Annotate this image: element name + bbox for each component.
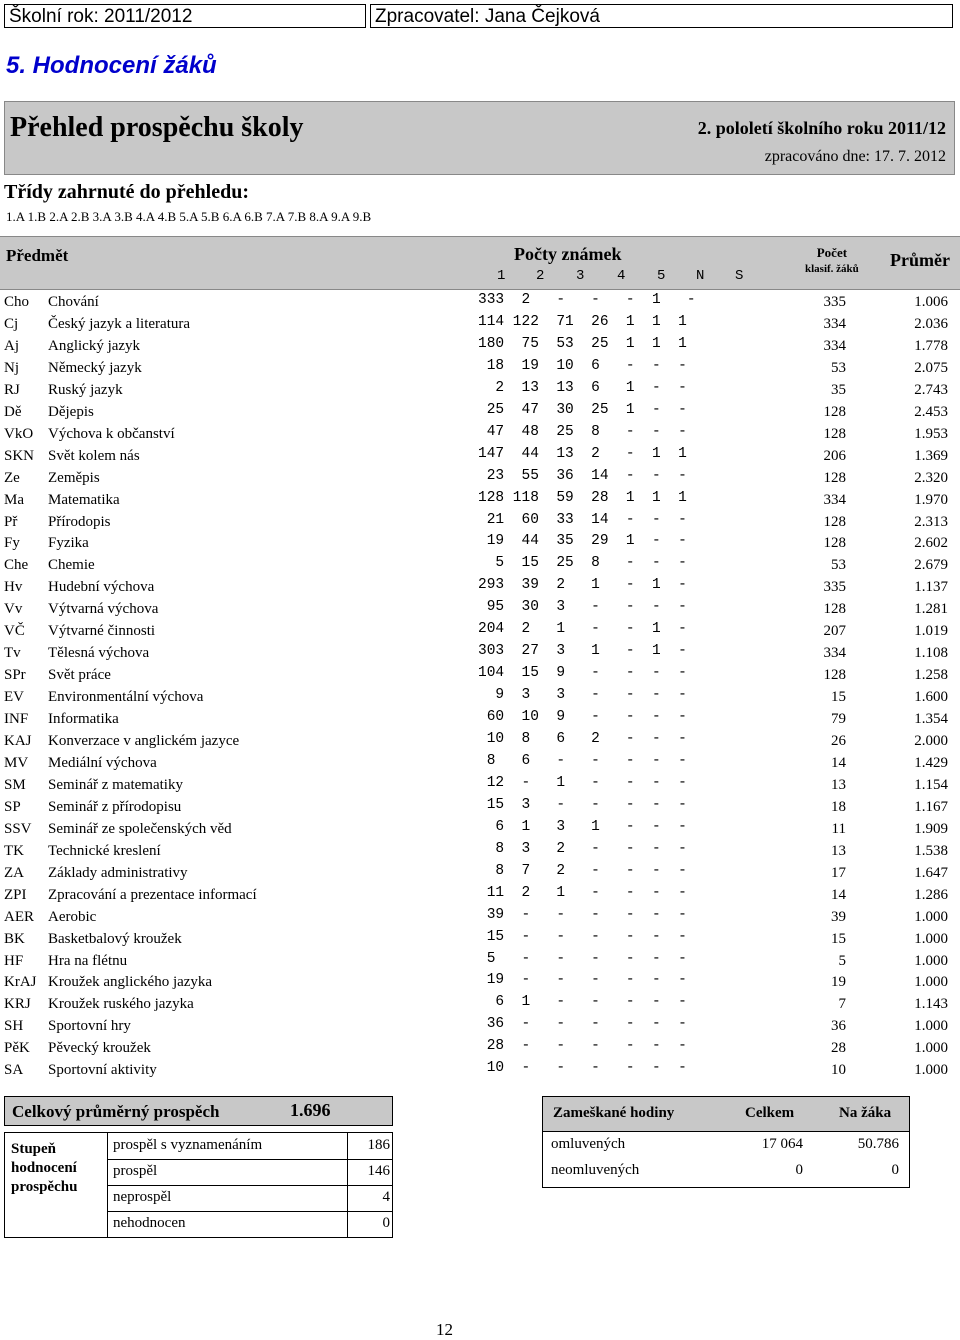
subject-average: 2.075 xyxy=(914,359,948,376)
subject-name: Sportovní hry xyxy=(48,1018,131,1035)
subject-average: 1.281 xyxy=(914,601,948,618)
table-row xyxy=(0,314,960,336)
grade-counts: 8 7 2 - - - - xyxy=(478,862,687,879)
absences-row xyxy=(543,1159,909,1185)
grade-counts: 28 - - - - - - xyxy=(478,1038,687,1055)
subject-name: Ruský jazyk xyxy=(48,381,123,398)
subject-abbr: VkO xyxy=(4,425,34,442)
pupil-count: 207 xyxy=(823,623,846,640)
pupil-count: 335 xyxy=(823,294,846,310)
pupil-count: 14 xyxy=(831,886,846,903)
subject-abbr: MV xyxy=(4,754,29,771)
pupil-count: 36 xyxy=(831,1018,846,1035)
subject-abbr: EV xyxy=(4,689,24,706)
subject-abbr: SKN xyxy=(4,447,35,464)
grade-header: S xyxy=(735,268,744,284)
subject-abbr: VČ xyxy=(4,623,25,640)
pupil-count: 15 xyxy=(831,689,846,706)
grade-counts: 180 75 53 25 1 1 1 xyxy=(478,335,687,352)
table-row xyxy=(0,446,960,468)
overall-box xyxy=(4,1096,393,1126)
subject-average: 1.258 xyxy=(914,667,948,684)
grade-header: 4 xyxy=(617,268,626,284)
table-row xyxy=(0,358,960,380)
school-year-box xyxy=(4,4,366,28)
table-row xyxy=(0,512,960,534)
subject-average: 1.429 xyxy=(914,754,948,771)
subject-name: Výchova k občanství xyxy=(48,425,175,442)
pupil-count: 335 xyxy=(823,579,846,596)
pupil-count: 53 xyxy=(831,557,846,574)
pupil-count: 334 xyxy=(823,337,846,354)
subject-name: Zeměpis xyxy=(48,469,100,486)
table-row xyxy=(0,643,960,665)
table-row xyxy=(0,709,960,731)
grade-counts: 5 - - - - - - xyxy=(478,950,687,967)
subject-name: Pěvecký kroužek xyxy=(48,1040,151,1057)
grade-header: 1 xyxy=(497,268,506,284)
grade-counts: 10 8 6 2 - - - xyxy=(478,731,687,747)
pupil-count: 35 xyxy=(831,381,846,398)
table-row xyxy=(0,424,960,446)
pupil-count: 14 xyxy=(831,754,846,771)
grade-counts: 128 118 59 28 1 1 1 xyxy=(478,489,687,506)
subject-average: 1.000 xyxy=(914,1040,948,1057)
subject-average: 2.000 xyxy=(914,733,948,749)
subject-average: 1.970 xyxy=(914,491,948,508)
subject-average: 1.600 xyxy=(914,689,948,706)
pupil-count: 18 xyxy=(831,798,846,815)
table-row xyxy=(0,775,960,797)
absences-col-total: Celkem xyxy=(745,1105,795,1121)
subject-abbr: Aj xyxy=(4,337,19,354)
absences-row xyxy=(543,1133,909,1159)
table-row xyxy=(0,753,960,775)
subject-average: 1.154 xyxy=(914,776,948,793)
grade-counts: 6 1 - - - - - xyxy=(478,994,687,1011)
pupil-count: 128 xyxy=(823,425,846,442)
subject-abbr: SM xyxy=(4,776,26,793)
table-row xyxy=(0,1060,960,1082)
subject-abbr: RJ xyxy=(4,381,20,398)
subject-abbr: ZPI xyxy=(4,886,27,903)
table-row xyxy=(0,972,960,994)
grade-counts: 15 - - - - - - xyxy=(478,928,687,945)
subject-name: Seminář ze společenských věd xyxy=(48,820,232,837)
status-box xyxy=(4,1132,393,1238)
table-row xyxy=(0,841,960,863)
subject-name: Matematika xyxy=(48,491,120,508)
status-value: 186 xyxy=(367,1137,390,1153)
status-label-line: hodnocení xyxy=(11,1160,77,1176)
subject-abbr: Fy xyxy=(4,535,20,552)
absences-per: 50.786 xyxy=(857,1136,899,1152)
subject-name: Svět kolem nás xyxy=(48,447,140,464)
subject-average: 1.369 xyxy=(914,447,948,464)
grade-counts: 5 15 25 8 - - - xyxy=(478,555,687,572)
subject-abbr: BK xyxy=(4,930,25,947)
col-count-line2: klasif. žáků xyxy=(805,263,859,275)
col-count-line1: Počet xyxy=(816,245,848,260)
status-key: prospěl xyxy=(113,1163,158,1179)
col-average: Průměr xyxy=(890,250,950,270)
absences-key: neomluvených xyxy=(551,1162,640,1178)
subject-abbr: PěK xyxy=(4,1040,30,1057)
subject-name: Výtvarná výchova xyxy=(48,601,159,618)
subject-abbr: SPr xyxy=(4,667,26,684)
subject-abbr: SSV xyxy=(4,820,32,837)
subject-name: Dějepis xyxy=(48,403,94,420)
table-row xyxy=(0,402,960,424)
subject-name: Chemie xyxy=(48,557,95,574)
subject-name: Svět práce xyxy=(48,667,111,684)
overall-label: Celkový průměrný prospěch xyxy=(12,1102,220,1121)
subject-name: Německý jazyk xyxy=(48,359,142,376)
subject-abbr: SH xyxy=(4,1018,24,1035)
subject-name: Seminář z matematiky xyxy=(48,776,183,793)
status-value: 0 xyxy=(382,1215,390,1231)
subject-name: Informatika xyxy=(48,711,119,728)
pupil-count: 206 xyxy=(823,447,846,464)
subject-average: 1.143 xyxy=(914,996,948,1013)
overview-semester: 2. pololetí školního roku 2011/12 xyxy=(697,118,946,138)
subject-average: 2.320 xyxy=(914,469,948,486)
status-row xyxy=(108,1211,392,1237)
subject-average: 1.909 xyxy=(914,820,948,837)
divider xyxy=(108,1211,392,1212)
grade-counts: 12 - 1 - - - - xyxy=(478,774,687,791)
table-row xyxy=(0,621,960,643)
subject-name: Fyzika xyxy=(48,535,89,552)
pupil-count: 128 xyxy=(823,601,846,618)
grade-counts: 60 10 9 - - - - xyxy=(478,709,687,726)
grade-counts: 333 2 - - - 1 - xyxy=(478,292,696,308)
subject-abbr: Př xyxy=(4,513,18,530)
table-row xyxy=(0,555,960,577)
absences-box xyxy=(542,1096,910,1188)
pupil-count: 26 xyxy=(831,733,846,749)
grade-counts: 104 15 9 - - - - xyxy=(478,665,687,682)
subject-abbr: KrAJ xyxy=(4,974,37,991)
subject-average: 2.313 xyxy=(914,513,948,530)
subject-name: Tělesná výchova xyxy=(48,645,150,662)
subject-name: Přírodopis xyxy=(48,513,111,530)
pupil-count: 17 xyxy=(831,864,846,881)
grade-counts: 39 - - - - - - xyxy=(478,906,687,923)
subject-average: 1.538 xyxy=(914,842,948,859)
pupil-count: 11 xyxy=(831,820,846,837)
subject-average: 1.953 xyxy=(914,425,948,442)
subject-abbr: SP xyxy=(4,798,21,815)
status-label-line: Stupeň xyxy=(11,1141,57,1157)
subject-name: Kroužek ruského jazyka xyxy=(48,996,194,1013)
subject-average: 1.000 xyxy=(914,1018,948,1035)
subject-abbr: TK xyxy=(4,842,24,859)
pupil-count: 13 xyxy=(831,842,846,859)
pupil-count: 128 xyxy=(823,513,846,530)
subject-abbr: Cho xyxy=(4,294,30,310)
grade-counts: 95 30 3 - - - - xyxy=(478,599,687,616)
grade-counts: 18 19 10 6 - - - xyxy=(478,357,687,374)
absences-col-hours: Zameškané hodiny xyxy=(553,1105,675,1121)
table-row xyxy=(0,665,960,687)
grade-counts: 8 3 2 - - - - xyxy=(478,840,687,857)
subject-name: Mediální výchova xyxy=(48,754,157,771)
subject-name: Hudební výchova xyxy=(48,579,155,596)
table-row xyxy=(0,599,960,621)
table-row xyxy=(0,577,960,599)
subject-abbr: INF xyxy=(4,711,29,728)
grade-counts: 6 1 3 1 - - - xyxy=(478,818,687,835)
subject-average: 1.354 xyxy=(914,711,948,728)
subject-name: Hra na flétnu xyxy=(48,952,128,969)
table-row xyxy=(0,380,960,402)
grade-counts: 147 44 13 2 - 1 1 xyxy=(478,445,687,462)
subject-name: Technické kreslení xyxy=(48,842,161,859)
grade-counts: 10 - - - - - - xyxy=(478,1060,687,1077)
subject-abbr: Vv xyxy=(4,601,23,618)
subject-name: Aerobic xyxy=(48,908,97,925)
grade-header: 5 xyxy=(657,268,666,284)
subject-average: 2.453 xyxy=(914,403,948,420)
status-row xyxy=(108,1159,392,1185)
table-row xyxy=(0,336,960,358)
included-classes: 1.A 1.B 2.A 2.B 3.A 3.B 4.A 4.B 5.A 5.B 6.A 6.B 7.A 7.B 8.A 9.A 9.B xyxy=(6,209,372,224)
grade-counts: 9 3 3 - - - - xyxy=(478,687,687,704)
subject-average: 1.006 xyxy=(914,294,948,310)
included-title: Třídy zahrnuté do přehledu: xyxy=(4,181,250,203)
table-row xyxy=(0,907,960,929)
status-value: 146 xyxy=(367,1163,390,1179)
grade-counts: 11 2 1 - - - - xyxy=(478,884,687,901)
pupil-count: 19 xyxy=(831,974,846,991)
page-number: 12 xyxy=(436,1320,453,1339)
status-row xyxy=(108,1133,392,1159)
status-key: neprospěl xyxy=(113,1189,172,1205)
pupil-count: 15 xyxy=(831,930,846,947)
school-year: Školní rok: 2011/2012 xyxy=(9,6,193,27)
subject-abbr: Hv xyxy=(4,579,23,596)
grade-counts: 293 39 2 1 - 1 - xyxy=(478,577,687,594)
subject-name: Konverzace v anglickém jazyce xyxy=(48,733,240,749)
subject-abbr: Ze xyxy=(4,469,20,486)
subject-abbr: SA xyxy=(4,1062,24,1079)
subject-name: Kroužek anglického jazyka xyxy=(48,974,213,991)
subject-average: 2.602 xyxy=(914,535,948,552)
status-value: 4 xyxy=(382,1189,390,1205)
subject-abbr: Cj xyxy=(4,315,19,332)
status-key: prospěl s vyznamenáním xyxy=(113,1137,263,1153)
grade-counts: 36 - - - - - - xyxy=(478,1016,687,1033)
grade-counts: 25 47 30 25 1 - - xyxy=(478,401,687,418)
absences-key: omluvených xyxy=(551,1136,626,1152)
status-key: nehodnocen xyxy=(113,1215,186,1231)
table-row xyxy=(0,863,960,885)
table-row xyxy=(0,292,960,314)
pupil-count: 128 xyxy=(823,667,846,684)
pupil-count: 53 xyxy=(831,359,846,376)
subject-abbr: AER xyxy=(4,908,34,925)
absences-col-per: Na žáka xyxy=(839,1105,892,1121)
pupil-count: 7 xyxy=(838,996,846,1013)
processed-by-box xyxy=(370,4,953,28)
subject-name: Výtvarné činnosti xyxy=(48,623,156,640)
grade-counts: 23 55 36 14 - - - xyxy=(478,467,687,484)
grade-counts: 204 2 1 - - 1 - xyxy=(478,621,687,638)
table-row xyxy=(0,819,960,841)
subject-abbr: KRJ xyxy=(4,996,31,1013)
col-counts: Počty známek xyxy=(514,244,622,264)
pupil-count: 13 xyxy=(831,776,846,793)
pupil-count: 334 xyxy=(823,315,846,332)
table-row xyxy=(0,797,960,819)
overview-title: Přehled prospěchu školy xyxy=(10,112,304,143)
subject-average: 1.167 xyxy=(914,798,948,815)
absences-header xyxy=(543,1097,909,1132)
subject-abbr: Ma xyxy=(4,491,24,508)
subject-average: 1.000 xyxy=(914,952,948,969)
grade-counts: 8 6 - - - - - xyxy=(478,752,687,769)
subject-average: 1.000 xyxy=(914,974,948,991)
table-row xyxy=(0,1016,960,1038)
table-row xyxy=(0,687,960,709)
subject-average: 1.000 xyxy=(914,1062,948,1079)
pupil-count: 334 xyxy=(823,645,846,662)
subject-abbr: Che xyxy=(4,557,29,574)
grade-header: N xyxy=(696,268,705,284)
pupil-count: 128 xyxy=(823,403,846,420)
absences-per: 0 xyxy=(891,1162,899,1178)
table-row xyxy=(0,533,960,555)
table-row xyxy=(0,885,960,907)
absences-total: 17 064 xyxy=(761,1136,803,1152)
grade-counts: 21 60 33 14 - - - xyxy=(478,511,687,528)
subject-name: Chování xyxy=(48,294,99,310)
table-row xyxy=(0,731,960,753)
table-row xyxy=(0,929,960,951)
grade-counts: 19 44 35 29 1 - - xyxy=(478,533,687,550)
subject-name: Český jazyk a literatura xyxy=(48,315,191,332)
subject-average: 1.000 xyxy=(914,908,948,925)
subject-name: Základy administrativy xyxy=(48,864,188,881)
processed-by: Zpracovatel: Jana Čejková xyxy=(375,6,600,27)
status-row xyxy=(108,1185,392,1211)
subject-average: 1.108 xyxy=(914,645,948,662)
overall-value: 1.696 xyxy=(290,1100,331,1120)
table-row xyxy=(0,468,960,490)
grade-counts: 47 48 25 8 - - - xyxy=(478,423,687,440)
table-row xyxy=(0,951,960,973)
subject-name: Seminář z přírodopisu xyxy=(48,798,182,815)
subject-name: Zpracování a prezentace informací xyxy=(48,886,257,903)
subject-abbr: Tv xyxy=(4,645,21,662)
subject-average: 1.137 xyxy=(914,579,948,596)
divider xyxy=(108,1159,392,1160)
table-row xyxy=(0,994,960,1016)
subject-name: Basketbalový kroužek xyxy=(48,930,182,947)
subject-average: 2.036 xyxy=(914,315,948,332)
pupil-count: 28 xyxy=(831,1040,846,1057)
subject-name: Anglický jazyk xyxy=(48,337,141,354)
subject-average: 1.000 xyxy=(914,930,948,947)
subject-abbr: ZA xyxy=(4,864,24,881)
grade-counts: 303 27 3 1 - 1 - xyxy=(478,643,687,660)
subject-abbr: Nj xyxy=(4,359,19,376)
pupil-count: 5 xyxy=(838,952,846,969)
table-row xyxy=(0,490,960,512)
overview-date: zpracováno dne: 17. 7. 2012 xyxy=(764,148,946,165)
subject-average: 1.778 xyxy=(914,337,948,354)
pupil-count: 128 xyxy=(823,469,846,486)
col-subject: Předmět xyxy=(6,246,69,265)
grade-counts: 19 - - - - - - xyxy=(478,972,687,989)
pupil-count: 334 xyxy=(823,491,846,508)
grade-counts: 2 13 13 6 1 - - xyxy=(478,379,687,396)
col-count xyxy=(805,244,859,278)
subject-average: 1.647 xyxy=(914,864,948,881)
subject-abbr: Dě xyxy=(4,403,22,420)
subject-name: Sportovní aktivity xyxy=(48,1062,157,1079)
pupil-count: 10 xyxy=(831,1062,846,1079)
pupil-count: 128 xyxy=(823,535,846,552)
absences-total: 0 xyxy=(795,1162,803,1178)
status-label xyxy=(11,1140,77,1197)
grade-counts: 114 122 71 26 1 1 1 xyxy=(478,313,687,330)
pupil-count: 39 xyxy=(831,908,846,925)
status-label-line: prospěchu xyxy=(11,1179,78,1195)
subject-average: 1.286 xyxy=(914,886,948,903)
subject-abbr: KAJ xyxy=(4,733,32,749)
subject-average: 2.743 xyxy=(914,381,948,398)
table-row xyxy=(0,1038,960,1060)
subject-average: 2.679 xyxy=(914,557,948,574)
subject-name: Environmentální výchova xyxy=(48,689,204,706)
subject-average: 1.019 xyxy=(914,623,948,640)
subject-abbr: HF xyxy=(4,952,24,969)
grade-header: 2 xyxy=(536,268,545,284)
section-title: 5. Hodnocení žáků xyxy=(6,52,217,79)
divider xyxy=(108,1185,392,1186)
pupil-count: 79 xyxy=(831,711,846,728)
grade-header: 3 xyxy=(576,268,585,284)
grade-counts: 15 3 - - - - - xyxy=(478,796,687,813)
